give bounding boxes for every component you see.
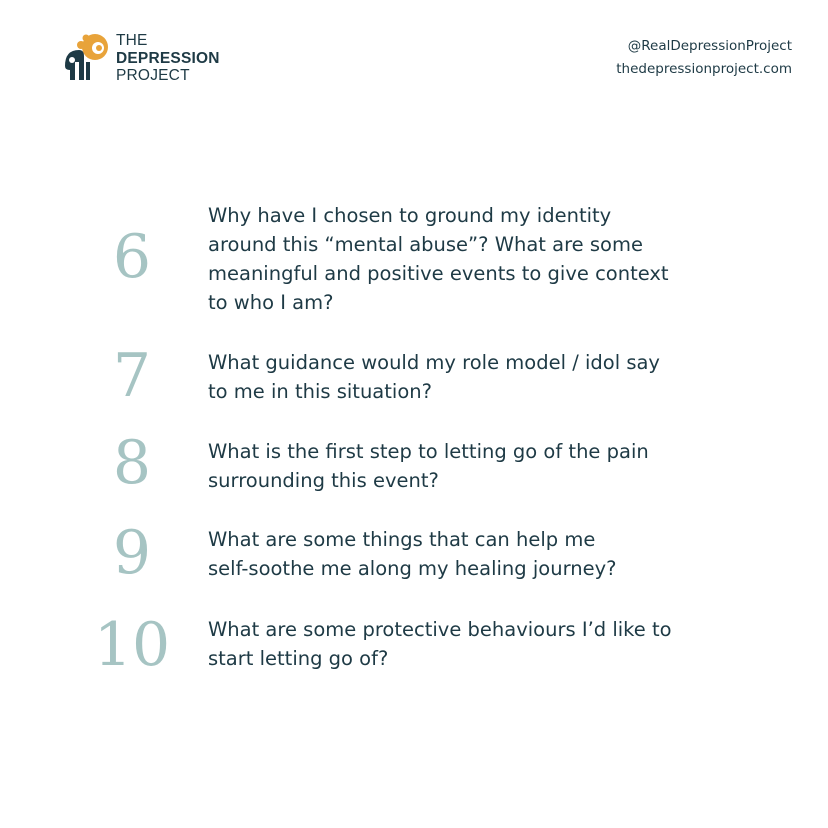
question-text-10: What are some protective behaviours I’d like to start letting go of? (208, 618, 672, 670)
website-url: thedepressionproject.com (616, 61, 792, 77)
brand-line-project: PROJECT (116, 67, 190, 84)
question-text-7: What guidance would my role model / idol say to me in this situation? (208, 351, 660, 403)
question-number-7: 7 (112, 341, 152, 411)
question-text-9: What are some things that can help me self-soothe me along my healing journey? (208, 528, 617, 580)
brand-logo (62, 30, 242, 86)
brand-line-depression: DEPRESSION (116, 49, 220, 67)
brand-wordmark (116, 32, 220, 85)
question-number-8: 8 (112, 428, 152, 498)
question-text-8: What is the first step to letting go of the pain surrounding this event? (208, 440, 649, 492)
brand-line-the: THE (116, 32, 148, 49)
question-number-6: 6 (112, 222, 152, 292)
question-text-6: Why have I chosen to ground my identity around this “mental abuse”? What are some meaningful and positive events to give context to who I am? (208, 204, 669, 314)
logo-mark-icon (62, 32, 114, 82)
contact-info (616, 35, 792, 81)
social-handle: @RealDepressionProject (627, 38, 792, 54)
question-number-9: 9 (112, 518, 152, 588)
question-number-10: 10 (93, 610, 171, 680)
